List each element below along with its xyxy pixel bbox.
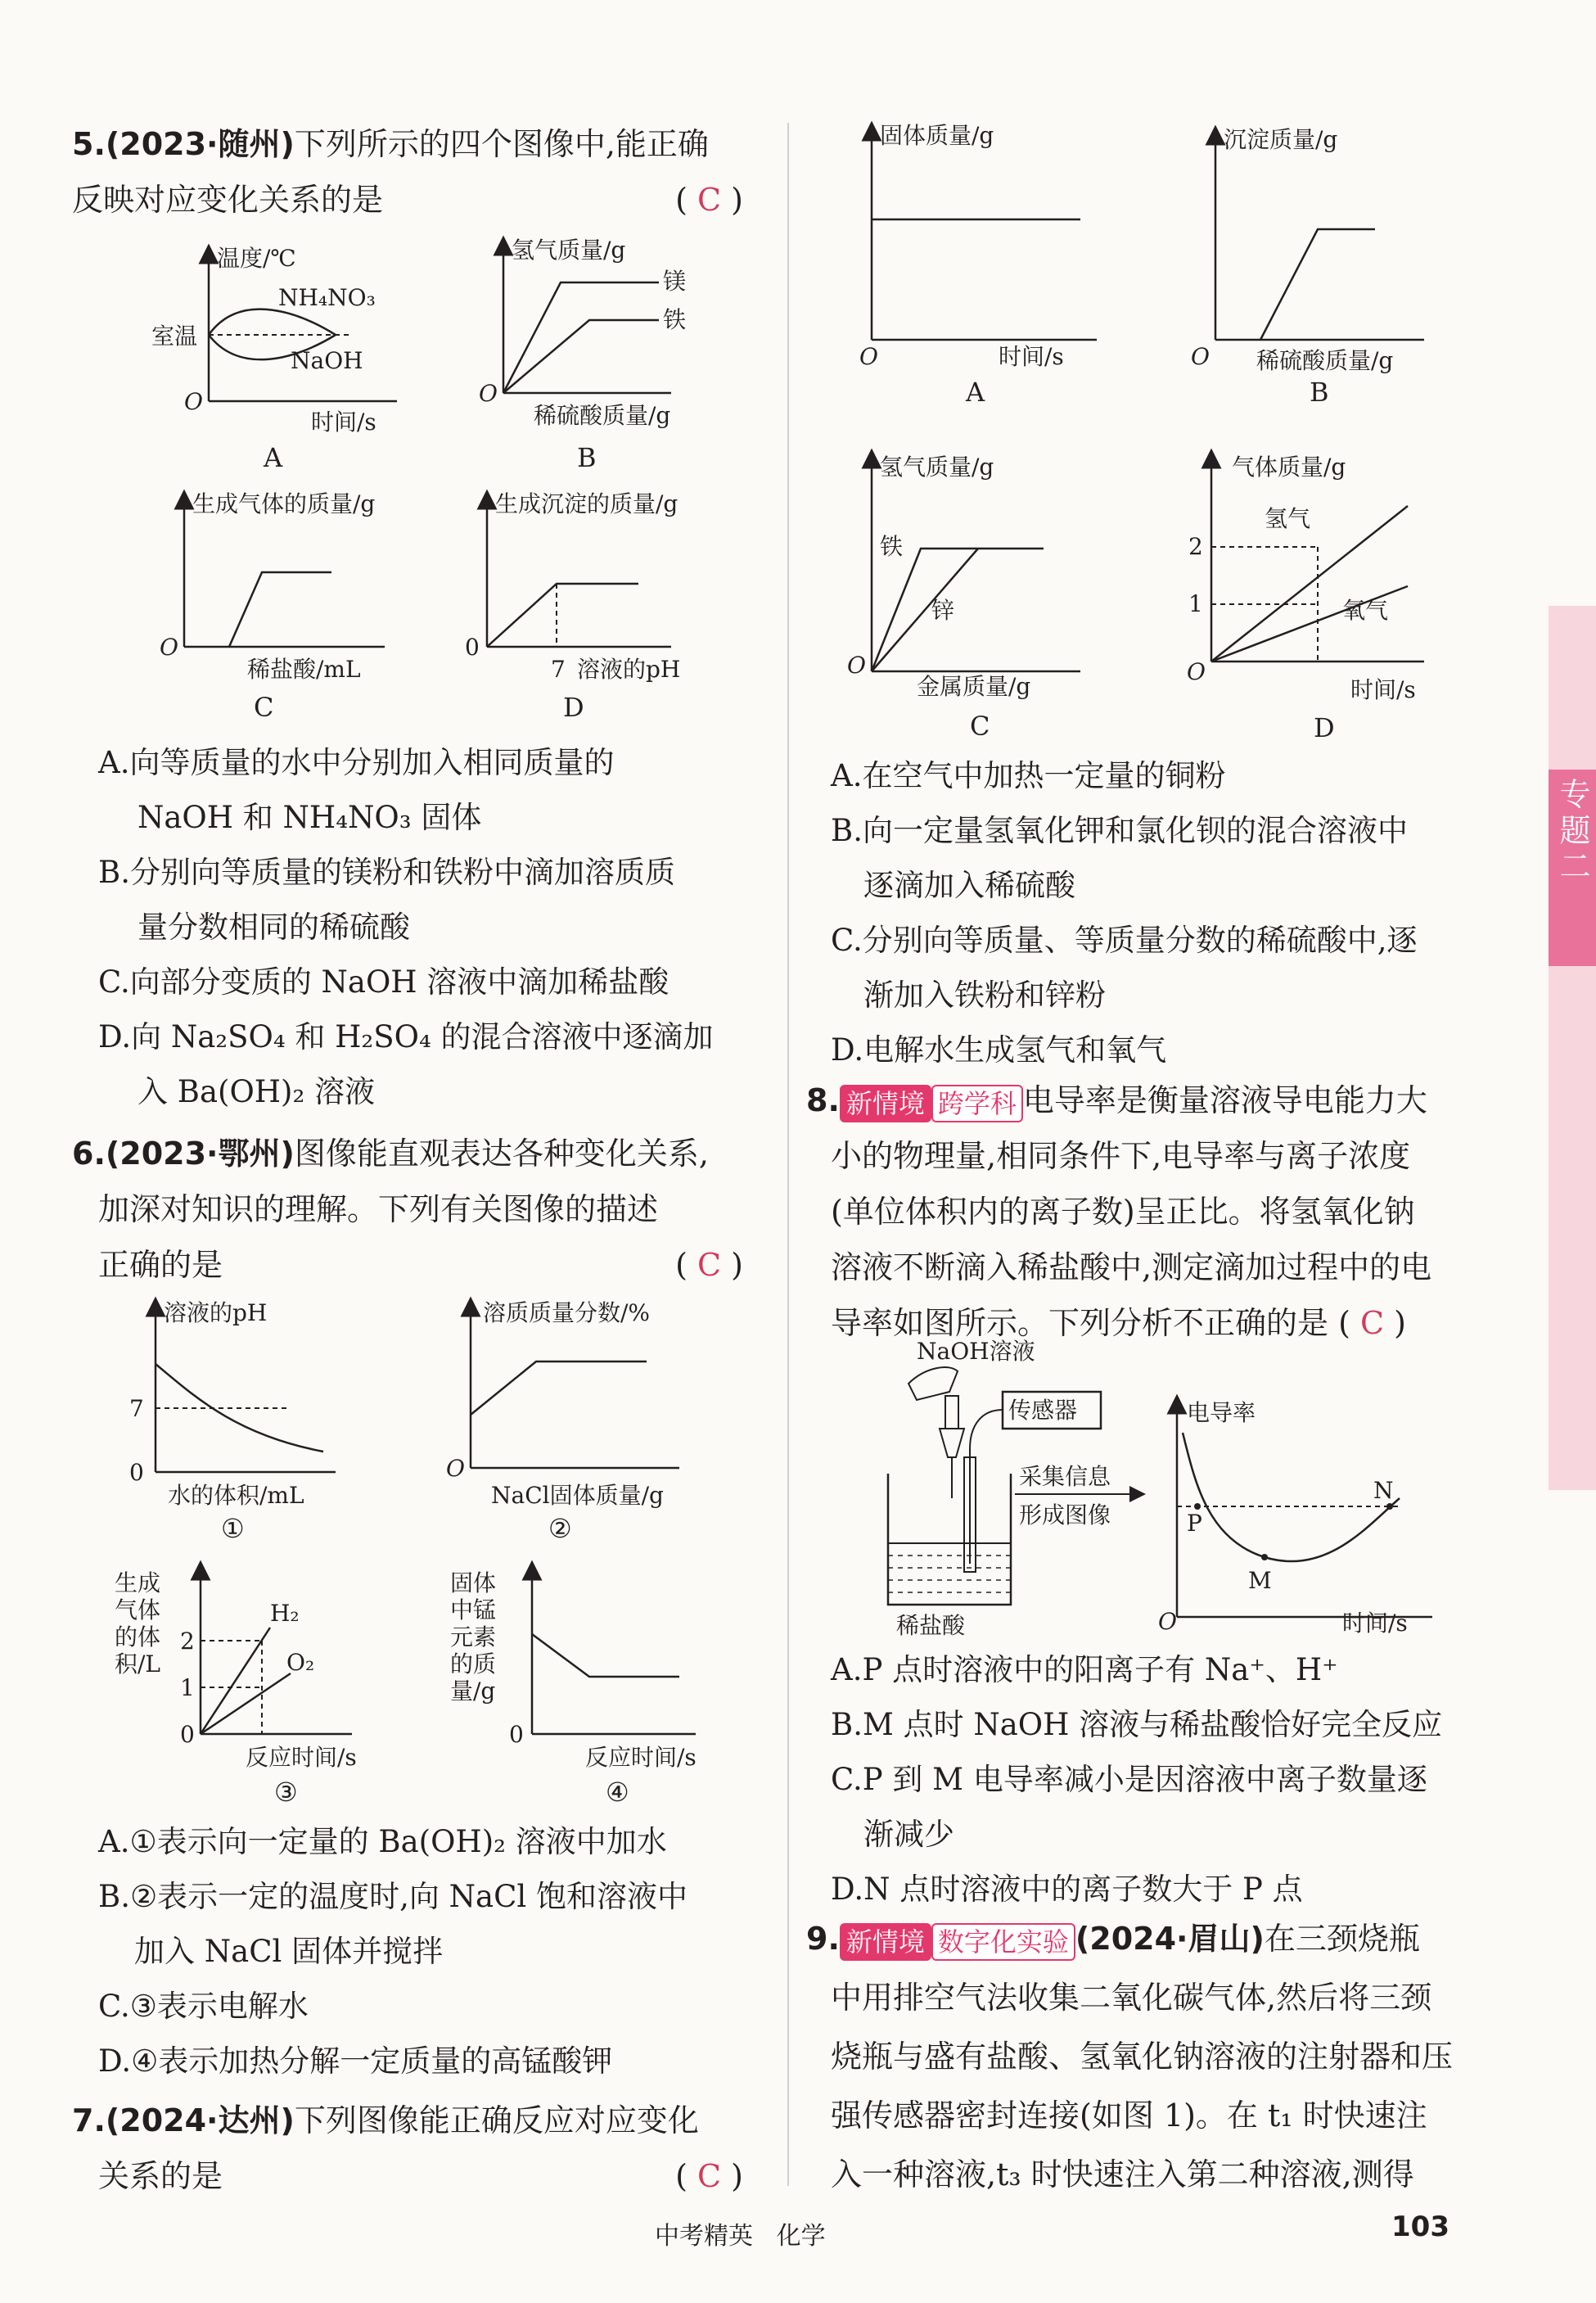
q6-option-c: C.③表示电解水 xyxy=(98,1989,309,2024)
svg-text:B: B xyxy=(577,442,597,473)
svg-text:镁: 镁 xyxy=(663,268,687,295)
svg-text:沉淀质量/g: 沉淀质量/g xyxy=(1224,126,1338,153)
svg-text:NaOH溶液: NaOH溶液 xyxy=(917,1338,1035,1365)
q6-answer: C xyxy=(697,1247,722,1283)
svg-text:N: N xyxy=(1373,1477,1394,1504)
svg-text:固体质量/g: 固体质量/g xyxy=(880,122,994,149)
svg-text:气体: 气体 xyxy=(115,1596,161,1623)
q8-answer: C xyxy=(1360,1305,1385,1341)
q5-options: A.向等质量的水中分别加入相同质量的 NaOH 和 NH₄NO₃ 固体 B.分别向等质量的镁粉和铁粉中滴加溶质质 量分数相同的稀硫酸 C.向部分变质的 NaOH 溶液中滴加稀盐酸 D.向 Na₂SO₄ 和 H₂SO₄ 的混合溶液中逐滴加 入 Ba(OH)₂ 溶液 xyxy=(98,735,786,1119)
svg-text:1: 1 xyxy=(180,1674,195,1701)
svg-text:反应时间/s: 反应时间/s xyxy=(585,1744,697,1771)
q5-option-c: C.向部分变质的 NaOH 溶液中滴加稀盐酸 xyxy=(98,964,670,1000)
svg-text:稀硫酸质量/g: 稀硫酸质量/g xyxy=(1256,347,1394,374)
svg-text:D: D xyxy=(563,692,584,723)
q5-answer: C xyxy=(697,182,722,218)
q7-answer: C xyxy=(697,2158,722,2194)
svg-text:水的体积/mL: 水的体积/mL xyxy=(168,1482,304,1509)
sidebar-active-chapter[interactable]: 专题二 xyxy=(1549,770,1596,966)
svg-text:A: A xyxy=(966,377,985,408)
svg-text:1: 1 xyxy=(1188,590,1203,617)
q5-option-d: D.向 Na₂SO₄ 和 H₂SO₄ 的混合溶液中逐滴加 xyxy=(98,1019,714,1054)
svg-text:7: 7 xyxy=(551,656,566,683)
svg-text:D: D xyxy=(1314,712,1335,743)
tag-cross-subject: 跨学科 xyxy=(931,1085,1023,1122)
svg-text:固体: 固体 xyxy=(450,1569,497,1596)
svg-text:溶质质量分数/%: 溶质质量分数/% xyxy=(483,1299,651,1326)
svg-text:采集信息: 采集信息 xyxy=(1019,1463,1111,1490)
svg-text:氧气: 氧气 xyxy=(1342,597,1389,624)
svg-text:O: O xyxy=(479,380,498,407)
svg-text:时间/s: 时间/s xyxy=(1350,676,1416,703)
column-divider xyxy=(787,123,789,2186)
svg-text:气体质量/g: 气体质量/g xyxy=(1232,454,1346,481)
svg-text:溶液的pH: 溶液的pH xyxy=(577,656,681,683)
q6-option-b: B.②表示一定的温度时,向 NaCl 饱和溶液中 xyxy=(98,1879,688,1914)
conductivity-graph xyxy=(1158,1399,1432,1637)
svg-text:O: O xyxy=(1187,658,1206,685)
q5-option-b: B.分别向等质量的镁粉和铁粉中滴加溶质质 xyxy=(98,855,675,890)
q5-graph-b xyxy=(479,237,686,473)
q8-options: A.P 点时溶液中的阳离子有 Na⁺、H⁺ B.M 点时 NaOH 溶液与稀盐酸恰好完全反应 C.P 到 M 电导率减小是因溶液中离子数量逐 渐减少 D.N 点时溶液中的离子数大于 P 点 xyxy=(831,1642,1551,1917)
q7-graph-a xyxy=(859,122,1097,408)
svg-text:中锰: 中锰 xyxy=(450,1596,497,1623)
svg-text:量/g: 量/g xyxy=(450,1678,496,1705)
q7-options: A.在空气中加热一定量的铜粉 B.向一定量氢氧化钾和氯化钡的混合溶液中 逐滴加入稀硫酸 C.分别向等质量、等质量分数的稀硫酸中,逐 渐加入铁粉和锌粉 D.电解水生成氢气和氧气 xyxy=(831,748,1551,1077)
svg-text:O: O xyxy=(446,1455,465,1482)
svg-text:电导率: 电导率 xyxy=(1187,1399,1256,1426)
q8-option-a: A.P 点时溶液中的阳离子有 Na⁺、H⁺ xyxy=(831,1652,1338,1687)
svg-text:金属质量/g: 金属质量/g xyxy=(917,673,1031,700)
svg-text:时间/s: 时间/s xyxy=(1342,1610,1408,1637)
svg-text:0: 0 xyxy=(465,634,480,661)
svg-text:的体: 的体 xyxy=(115,1623,161,1650)
q6-option-a: A.①表示向一定量的 Ba(OH)₂ 溶液中加水 xyxy=(98,1824,667,1859)
svg-text:NaCl固体质量/g: NaCl固体质量/g xyxy=(491,1482,664,1509)
q9-stem: 9. 新情境 数字化实验 (2024·眉山)在三颈烧瓶 中用排空气法收集二氧化碳气体,然后将三颈 烧瓶与盛有盐酸、氢氧化钠溶液的注射器和压 强传感器密封连接(如图 1)。在 t₁ 时快速注 入一种溶液,t₃ 时快速注入第二种溶液,测得 xyxy=(806,1921,1454,2192)
tag-digital-experiment: 数字化实验 xyxy=(931,1923,1075,1961)
svg-text:O: O xyxy=(1191,343,1210,370)
dropper-icon xyxy=(908,1367,964,1498)
q6-graph-4 xyxy=(450,1569,697,1808)
svg-text:氢气质量/g: 氢气质量/g xyxy=(512,237,626,264)
svg-text:元素: 元素 xyxy=(450,1623,497,1650)
svg-text:溶液的pH: 溶液的pH xyxy=(164,1299,268,1326)
svg-text:反应时间/s: 反应时间/s xyxy=(246,1744,357,1771)
svg-text:生成沉淀的质量/g: 生成沉淀的质量/g xyxy=(495,490,679,517)
q6-graph-2 xyxy=(446,1299,679,1544)
page-number: 103 xyxy=(1391,2210,1449,2243)
tag-new-context: 新情境 xyxy=(840,1923,931,1961)
q7-graph-b xyxy=(1191,126,1424,408)
svg-text:积/L: 积/L xyxy=(115,1650,161,1678)
q7-stem: 7.(2024·达州)下列图像能正确反应对应变化 关系的是 ( C ) xyxy=(72,2102,743,2194)
q8-option-b: B.M 点时 NaOH 溶液与稀盐酸恰好完全反应 xyxy=(831,1707,1443,1742)
svg-text:O: O xyxy=(184,388,203,415)
svg-text:NaOH: NaOH xyxy=(291,347,363,374)
q6-stem: 6.(2023·鄂州)图像能直观表达各种变化关系, 加深对知识的理解。下列有关图像的描述 正确的是 ( C ) xyxy=(72,1136,743,1283)
svg-text:形成图像: 形成图像 xyxy=(1019,1501,1111,1529)
svg-text:①: ① xyxy=(221,1513,245,1544)
svg-text:2: 2 xyxy=(1188,533,1203,560)
svg-text:②: ② xyxy=(548,1513,572,1544)
footer-book: 中考精英 化学 xyxy=(655,2222,826,2251)
svg-text:③: ③ xyxy=(274,1777,298,1808)
q6-options: A.①表示向一定量的 Ba(OH)₂ 溶液中加水 B.②表示一定的温度时,向 NaCl 饱和溶液中 加入 NaCl 固体并搅拌 C.③表示电解水 D.④表示加热分解一定质量的高锰酸钾 xyxy=(98,1814,786,2089)
q6-graph-3 xyxy=(115,1569,357,1808)
svg-text:④: ④ xyxy=(606,1777,629,1808)
svg-text:氢气: 氢气 xyxy=(1265,505,1311,532)
svg-text:O: O xyxy=(847,652,866,679)
q7-option-b: B.向一定量氢氧化钾和氯化钡的混合溶液中 xyxy=(831,813,1408,848)
q7-graph-c xyxy=(847,454,1080,742)
q7-option-d: D.电解水生成氢气和氧气 xyxy=(831,1032,1167,1068)
q8-stem: 8. 新情境 跨学科 电导率是衡量溶液导电能力大 小的物理量,相同条件下,电导率与离子浓度 (单位体积内的离子数)呈正比。将氢氧化钠 溶液不断滴入稀盐酸中,测定滴加过程中的电 导率如图所示。下列分析不正确的是 ( C ) xyxy=(806,1082,1432,1341)
svg-text:A: A xyxy=(264,442,283,473)
q8-figure xyxy=(868,1334,1440,1637)
svg-text:的质: 的质 xyxy=(450,1650,497,1678)
svg-text:铁: 铁 xyxy=(663,306,687,333)
svg-text:B: B xyxy=(1310,377,1329,408)
svg-text:C: C xyxy=(970,711,990,742)
q5-graph-a xyxy=(151,245,397,473)
q7-option-c: C.分别向等质量、等质量分数的稀硫酸中,逐 xyxy=(831,923,1418,958)
svg-text:稀盐酸: 稀盐酸 xyxy=(896,1612,966,1637)
svg-text:O: O xyxy=(1158,1608,1177,1635)
svg-text:室温: 室温 xyxy=(151,323,198,350)
tag-new-context: 新情境 xyxy=(840,1085,931,1122)
svg-text:时间/s: 时间/s xyxy=(999,343,1064,370)
svg-text:0: 0 xyxy=(509,1721,524,1748)
q7-option-a: A.在空气中加热一定量的铜粉 xyxy=(831,758,1226,793)
svg-text:O: O xyxy=(859,343,878,370)
q7-graph-d xyxy=(1187,454,1424,743)
chapter-sidebar xyxy=(1549,606,1596,1490)
beaker-icon xyxy=(888,1474,1011,1605)
svg-text:铁: 铁 xyxy=(880,533,904,560)
svg-text:P: P xyxy=(1187,1510,1202,1537)
q6-option-d: D.④表示加热分解一定质量的高锰酸钾 xyxy=(98,2043,613,2079)
q8-option-d: D.N 点时溶液中的离子数大于 P 点 xyxy=(831,1872,1303,1907)
q5-graph-c xyxy=(160,490,385,723)
q6-graph-1 xyxy=(129,1299,336,1544)
svg-text:NH₄NO₃: NH₄NO₃ xyxy=(278,284,376,311)
q7-graphs xyxy=(827,115,1498,753)
svg-text:氢气质量/g: 氢气质量/g xyxy=(880,454,994,481)
svg-text:O₂: O₂ xyxy=(286,1649,315,1676)
svg-text:M: M xyxy=(1248,1567,1272,1594)
svg-text:传感器: 传感器 xyxy=(1008,1397,1078,1424)
svg-text:生成: 生成 xyxy=(115,1569,161,1596)
svg-text:稀硫酸质量/g: 稀硫酸质量/g xyxy=(534,402,671,429)
svg-text:锌: 锌 xyxy=(931,597,955,624)
q8-option-c: C.P 到 M 电导率减小是因溶液中离子数量逐 xyxy=(831,1762,1427,1797)
svg-text:O: O xyxy=(160,634,178,661)
svg-text:2: 2 xyxy=(180,1628,195,1655)
q6-graphs xyxy=(106,1292,761,1816)
svg-text:温度/℃: 温度/℃ xyxy=(217,245,296,272)
svg-text:7: 7 xyxy=(129,1395,144,1422)
svg-text:0: 0 xyxy=(180,1721,195,1748)
q5-graphs xyxy=(115,233,769,733)
svg-text:时间/s: 时间/s xyxy=(311,409,376,436)
q5-option-a: A.向等质量的水中分别加入相同质量的 xyxy=(98,745,615,780)
q5-graph-d xyxy=(465,490,680,723)
q5-stem: 5.(2023·随州)下列所示的四个图像中,能正确 反映对应变化关系的是 ( C ) xyxy=(72,126,743,218)
svg-text:C: C xyxy=(254,692,274,723)
svg-text:0: 0 xyxy=(129,1459,144,1486)
svg-text:生成气体的质量/g: 生成气体的质量/g xyxy=(192,490,376,517)
svg-text:稀盐酸/mL: 稀盐酸/mL xyxy=(247,656,361,683)
svg-text:H₂: H₂ xyxy=(270,1600,300,1627)
